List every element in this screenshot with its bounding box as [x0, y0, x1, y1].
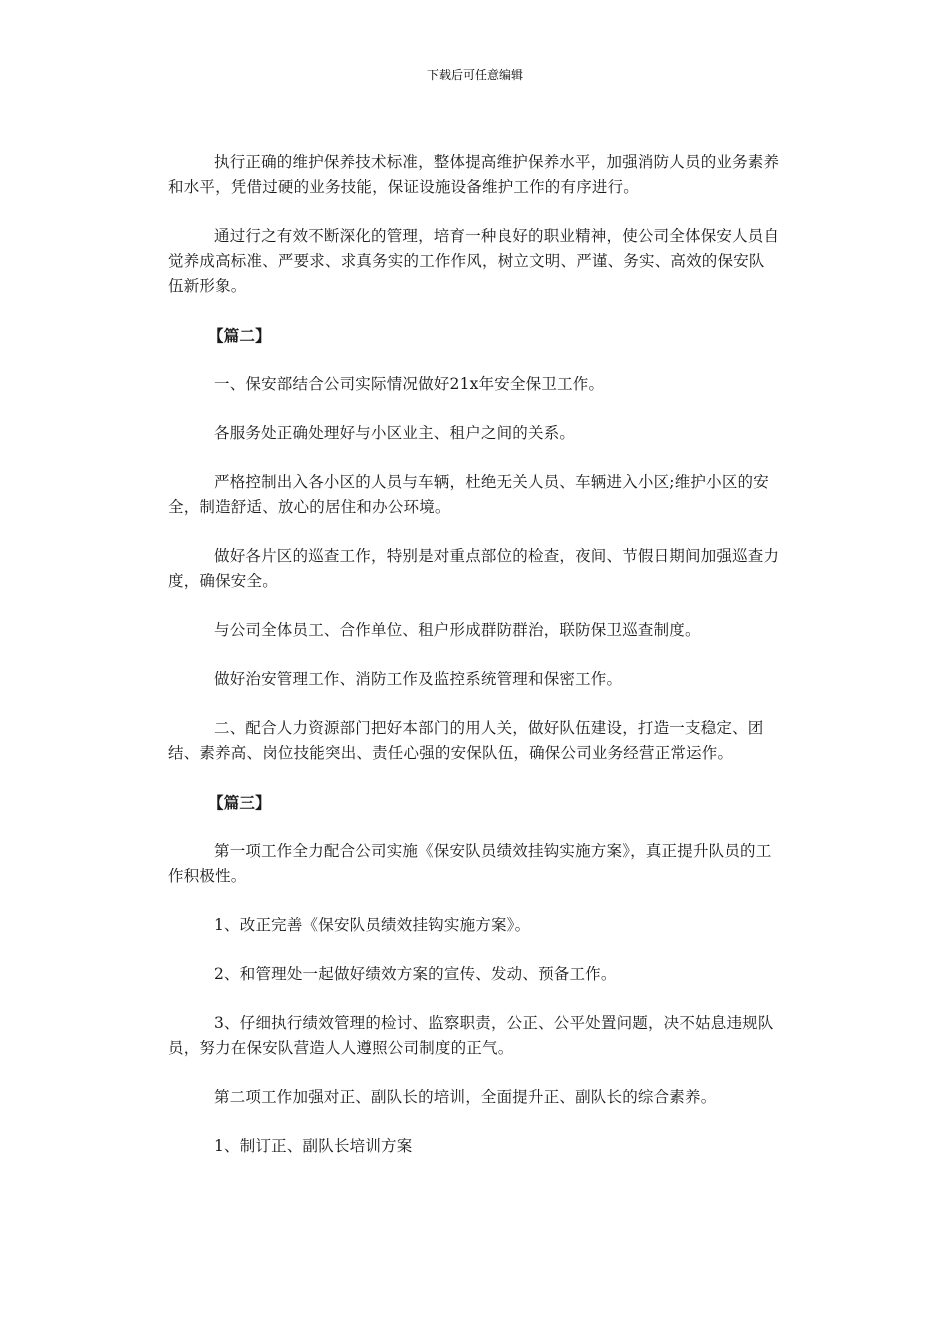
- paragraph: 与公司全体员工、合作单位、租户形成群防群治，联防保卫巡查制度。: [214, 621, 701, 639]
- page-header: 下载后可任意编辑: [426, 68, 523, 82]
- paragraph: 1、改正完善《保安队员绩效挂钩实施方案》。: [214, 916, 531, 934]
- paragraph: 3、仔细执行绩效管理的检讨、监察职责，公正、公平处置问题，决不姑息违规队员，努力在保安队营造人人遵照公司制度的正气。: [168, 1014, 774, 1057]
- section-heading: 【篇三】: [208, 793, 271, 812]
- paragraph: 二、配合人力资源部门把好本部门的用人关，做好队伍建设，打造一支稳定、团结、素养高、岗位技能突出、责任心强的安保队伍，确保公司业务经营正常运作。: [168, 719, 764, 762]
- paragraph: 第二项工作加强对正、副队长的培训，全面提升正、副队长的综合素养。: [214, 1088, 717, 1106]
- paragraph: 做好治安管理工作、消防工作及监控系统管理和保密工作。: [214, 670, 623, 688]
- paragraph: 做好各片区的巡查工作，特别是对重点部位的检查，夜间、节假日期间加强巡查力度，确保安全。: [168, 547, 780, 590]
- paragraph: 2、和管理处一起做好绩效方案的宣传、发动、预备工作。: [214, 965, 617, 983]
- paragraph: 通过行之有效不断深化的管理，培育一种良好的职业精神，使公司全体保安人员自觉养成高标准、严要求、求真务实的工作作风，树立文明、严谨、务实、高效的保安队伍新形象。: [168, 227, 780, 295]
- paragraph: 1、制订正、副队长培训方案: [214, 1137, 413, 1155]
- paragraph: 严格控制出入各小区的人员与车辆，杜绝无关人员、车辆进入小区;维护小区的安全，制造舒适、放心的居住和办公环境。: [168, 473, 769, 516]
- paragraph: 各服务处正确处理好与小区业主、租户之间的关系。: [214, 424, 576, 442]
- document-body: [168, 150, 780, 1183]
- section-heading: 【篇二】: [208, 326, 271, 345]
- paragraph: 第一项工作全力配合公司实施《保安队员绩效挂钩实施方案》，真正提升队员的工作积极性。: [168, 842, 772, 885]
- paragraph: 执行正确的维护保养技术标准，整体提高维护保养水平，加强消防人员的业务素养和水平，凭借过硬的业务技能，保证设施设备维护工作的有序进行。: [168, 153, 780, 196]
- paragraph: 一、保安部结合公司实际情况做好21x年安全保卫工作。: [214, 375, 605, 393]
